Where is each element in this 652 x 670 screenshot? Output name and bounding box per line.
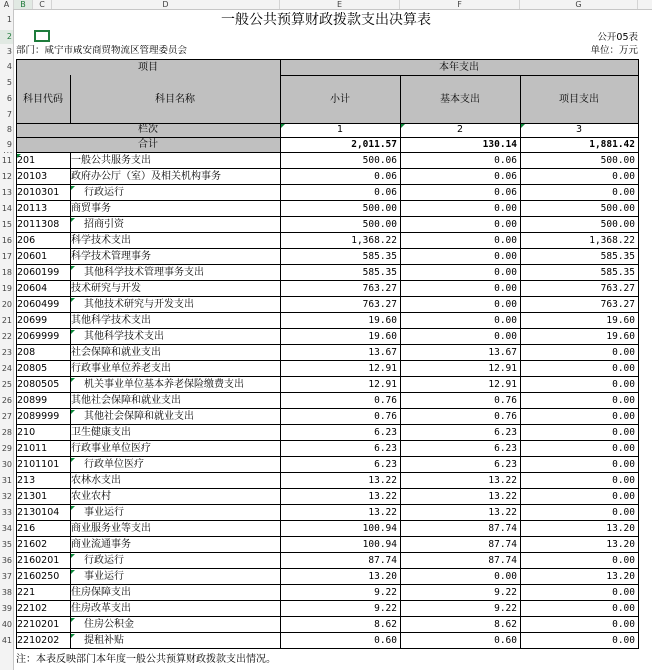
row-header[interactable]: 3 bbox=[6, 47, 12, 56]
grid-line bbox=[16, 123, 639, 124]
cell-code[interactable]: 21011 bbox=[17, 443, 48, 454]
cell-name[interactable]: 政府办公厅（室）及相关机构事务 bbox=[71, 171, 221, 182]
grid-line bbox=[16, 568, 639, 569]
cell-name[interactable]: 其他科学技术支出 bbox=[84, 331, 164, 342]
grid-line bbox=[16, 584, 639, 585]
cell-project[interactable]: 0.00 bbox=[612, 411, 635, 422]
cell-subtotal[interactable]: 763.27 bbox=[362, 299, 397, 310]
cell-subtotal[interactable]: 9.22 bbox=[374, 587, 397, 598]
department-label[interactable]: 部门：咸宁市咸安商贸物流区管理委员会 bbox=[16, 45, 188, 56]
cell-project[interactable]: 0.00 bbox=[612, 347, 635, 358]
cell-basic[interactable]: 9.22 bbox=[494, 587, 517, 598]
cell-basic[interactable]: 9.22 bbox=[494, 603, 517, 614]
cell-project[interactable]: 763.27 bbox=[600, 299, 635, 310]
row-header[interactable]: 34 bbox=[1, 524, 12, 533]
cell-name[interactable]: 商业流通事务 bbox=[71, 539, 131, 550]
cell-indicator bbox=[521, 124, 525, 128]
cell-subtotal[interactable]: 12.91 bbox=[368, 379, 397, 390]
cell-name[interactable]: 农业农村 bbox=[71, 491, 111, 502]
row-header[interactable]: 5 bbox=[6, 78, 12, 87]
grid-line bbox=[16, 456, 639, 457]
cell-subtotal[interactable]: 500.06 bbox=[362, 155, 397, 166]
row-header[interactable]: 17 bbox=[1, 252, 12, 261]
cell-project[interactable]: 0.00 bbox=[612, 587, 635, 598]
cell-indicator bbox=[71, 458, 75, 462]
row-header[interactable]: 24 bbox=[1, 364, 12, 373]
cell-name[interactable]: 商业服务业等支出 bbox=[71, 523, 151, 534]
cell-basic[interactable]: 0.06 bbox=[494, 187, 517, 198]
order-3[interactable]: 3 bbox=[575, 124, 583, 135]
column-header-bar[interactable] bbox=[0, 0, 652, 10]
row-header[interactable]: 25 bbox=[1, 380, 12, 389]
cell-basic[interactable]: 0.00 bbox=[494, 203, 517, 214]
grid-line bbox=[16, 504, 639, 505]
row-header[interactable]: 7 bbox=[6, 110, 12, 119]
cell-indicator bbox=[71, 506, 75, 510]
cell-basic[interactable]: 6.23 bbox=[494, 459, 517, 470]
column-header-d[interactable]: D bbox=[52, 0, 280, 9]
cell-project[interactable]: 763.27 bbox=[600, 283, 635, 294]
header-project[interactable]: 项目支出 bbox=[520, 76, 638, 123]
cell-code[interactable]: 2089999 bbox=[17, 411, 60, 422]
grid-line bbox=[16, 264, 639, 265]
grid-line bbox=[16, 137, 639, 138]
cell-code[interactable]: 20113 bbox=[17, 203, 48, 214]
row-header[interactable]: 29 bbox=[1, 444, 12, 453]
cell-code[interactable]: 201 bbox=[17, 155, 36, 166]
cell-project[interactable]: 0.00 bbox=[612, 427, 635, 438]
cell-indicator bbox=[71, 330, 75, 334]
cell-indicator bbox=[71, 266, 75, 270]
order-label[interactable]: 栏次 bbox=[16, 123, 280, 137]
cell-basic[interactable]: 0.00 bbox=[494, 299, 517, 310]
cell-basic[interactable]: 13.22 bbox=[488, 491, 517, 502]
row-header[interactable]: 28 bbox=[1, 428, 12, 437]
cell-indicator bbox=[71, 298, 75, 302]
grid-line bbox=[16, 392, 639, 393]
cell-subtotal[interactable]: 13.22 bbox=[368, 507, 397, 518]
cell-subtotal[interactable]: 13.22 bbox=[368, 491, 397, 502]
cell-code[interactable]: 21602 bbox=[17, 539, 48, 550]
column-header-f[interactable]: F bbox=[400, 0, 520, 9]
row-header[interactable]: 35 bbox=[1, 540, 12, 549]
cell-subtotal[interactable]: 8.62 bbox=[374, 619, 397, 630]
cell-name[interactable]: 事业运行 bbox=[84, 507, 124, 518]
report-title[interactable]: 一般公共预算财政拨款支出决算表 bbox=[221, 12, 431, 28]
cell-name[interactable]: 机关事业单位基本养老保险缴费支出 bbox=[84, 379, 244, 390]
cell-code[interactable]: 20699 bbox=[17, 315, 48, 326]
row-header[interactable]: 36 bbox=[1, 556, 12, 565]
grid-line bbox=[16, 59, 639, 60]
cell-project[interactable]: 0.00 bbox=[612, 379, 635, 390]
cell-name[interactable]: 事业运行 bbox=[84, 571, 124, 582]
cell-name[interactable]: 住房公积金 bbox=[84, 619, 134, 630]
cell-basic[interactable]: 87.74 bbox=[488, 555, 517, 566]
grid-line bbox=[16, 552, 639, 553]
cell-project[interactable]: 19.60 bbox=[606, 315, 635, 326]
row-header[interactable]: 32 bbox=[1, 492, 12, 501]
row-header[interactable]: 37 bbox=[1, 572, 12, 581]
cell-basic[interactable]: 13.22 bbox=[488, 507, 517, 518]
cell-subtotal[interactable]: 6.23 bbox=[374, 459, 397, 470]
header-name[interactable]: 科目名称 bbox=[70, 76, 280, 123]
cell-subtotal[interactable]: 1,368.22 bbox=[351, 235, 397, 246]
grid-line bbox=[16, 488, 639, 489]
cell-basic[interactable]: 0.76 bbox=[494, 411, 517, 422]
cell-name[interactable]: 其他科学技术管理事务支出 bbox=[84, 267, 204, 278]
total-label[interactable]: 合计 bbox=[16, 137, 280, 152]
cell-project[interactable]: 500.00 bbox=[600, 203, 635, 214]
grid-line bbox=[16, 632, 639, 633]
row-header[interactable]: 27 bbox=[1, 412, 12, 421]
cell-subtotal[interactable]: 13.67 bbox=[368, 347, 397, 358]
grid-line bbox=[16, 152, 639, 153]
grid-line bbox=[16, 232, 639, 233]
cell-basic[interactable]: 8.62 bbox=[494, 619, 517, 630]
cell-code[interactable]: 210 bbox=[17, 427, 36, 438]
cell-project[interactable]: 0.00 bbox=[612, 555, 635, 566]
cell-basic[interactable]: 13.67 bbox=[488, 347, 517, 358]
row-header[interactable]: 6 bbox=[6, 94, 12, 103]
cell-project[interactable]: 0.00 bbox=[612, 395, 635, 406]
cell-basic[interactable]: 0.00 bbox=[494, 283, 517, 294]
cell-name[interactable]: 其他社会保障和就业支出 bbox=[71, 395, 181, 406]
row-header[interactable]: 16 bbox=[1, 236, 12, 245]
cell-basic[interactable]: 0.00 bbox=[494, 315, 517, 326]
grid-line bbox=[16, 408, 639, 409]
grid-line bbox=[16, 296, 639, 297]
row-header[interactable]: 12 bbox=[1, 172, 12, 181]
grid-line bbox=[16, 472, 639, 473]
total-basic[interactable]: 130.14 bbox=[482, 139, 517, 150]
selected-cell-b2[interactable] bbox=[34, 30, 50, 42]
cell-code[interactable]: 2160250 bbox=[17, 571, 60, 582]
cell-subtotal[interactable]: 0.60 bbox=[374, 635, 397, 646]
cell-name[interactable]: 社会保障和就业支出 bbox=[71, 347, 161, 358]
row-header[interactable]: 31 bbox=[1, 476, 12, 485]
row-header[interactable]: 21 bbox=[1, 316, 12, 325]
cell-code[interactable]: 2010301 bbox=[17, 187, 60, 198]
grid-line bbox=[16, 248, 639, 249]
cell-basic[interactable]: 6.23 bbox=[494, 427, 517, 438]
cell-project[interactable]: 0.00 bbox=[612, 619, 635, 630]
cell-subtotal[interactable]: 0.76 bbox=[374, 411, 397, 422]
cell-name[interactable]: 科学技术管理事务 bbox=[71, 251, 151, 262]
cell-indicator bbox=[401, 124, 405, 128]
cell-indicator bbox=[17, 154, 21, 158]
cell-basic[interactable]: 0.00 bbox=[494, 235, 517, 246]
cell-code[interactable]: 22102 bbox=[17, 603, 48, 614]
unit-label[interactable]: 单位：万元 bbox=[590, 45, 638, 56]
cell-project[interactable]: 0.00 bbox=[612, 171, 635, 182]
cell-project[interactable]: 0.00 bbox=[612, 603, 635, 614]
cell-name[interactable]: 住房保障支出 bbox=[71, 587, 131, 598]
cell-indicator bbox=[71, 410, 75, 414]
cell-basic[interactable]: 0.06 bbox=[494, 155, 517, 166]
cell-code[interactable]: 20604 bbox=[17, 283, 48, 294]
cell-project[interactable]: 0.00 bbox=[612, 475, 635, 486]
cell-subtotal[interactable]: 13.22 bbox=[368, 475, 397, 486]
cell-subtotal[interactable]: 585.35 bbox=[362, 251, 397, 262]
row-header[interactable]: 14 bbox=[1, 204, 12, 213]
cell-code[interactable]: 20899 bbox=[17, 395, 48, 406]
cell-project[interactable]: 0.00 bbox=[612, 491, 635, 502]
cell-code[interactable]: 21301 bbox=[17, 491, 48, 502]
total-project[interactable]: 1,881.42 bbox=[589, 139, 635, 150]
column-header-a[interactable]: A bbox=[0, 0, 14, 9]
cell-project[interactable]: 0.00 bbox=[612, 443, 635, 454]
cell-project[interactable]: 0.00 bbox=[612, 507, 635, 518]
cell-basic[interactable]: 87.74 bbox=[488, 539, 517, 550]
cell-code[interactable]: 2011308 bbox=[17, 219, 60, 230]
cell-project[interactable]: 13.20 bbox=[606, 539, 635, 550]
cell-basic[interactable]: 0.06 bbox=[494, 171, 517, 182]
cell-code[interactable]: 2130104 bbox=[17, 507, 60, 518]
cell-name[interactable]: 招商引资 bbox=[84, 219, 124, 230]
grid-line bbox=[16, 312, 639, 313]
cell-code[interactable]: 20601 bbox=[17, 251, 48, 262]
row-header[interactable]: 22 bbox=[1, 332, 12, 341]
cell-subtotal[interactable]: 19.60 bbox=[368, 331, 397, 342]
row-header[interactable]: 1 bbox=[6, 15, 12, 24]
cell-basic[interactable]: 0.76 bbox=[494, 395, 517, 406]
column-header-e[interactable]: E bbox=[280, 0, 400, 9]
cell-subtotal[interactable]: 500.00 bbox=[362, 203, 397, 214]
row-header[interactable]: 2 bbox=[0, 30, 13, 44]
cell-name[interactable]: 行政运行 bbox=[84, 555, 124, 566]
cell-name[interactable]: 商贸事务 bbox=[71, 203, 111, 214]
cell-code[interactable]: 2101101 bbox=[17, 459, 60, 470]
cell-subtotal[interactable]: 585.35 bbox=[362, 267, 397, 278]
cell-code[interactable]: 208 bbox=[17, 347, 36, 358]
cell-subtotal[interactable]: 13.20 bbox=[368, 571, 397, 582]
cell-subtotal[interactable]: 12.91 bbox=[368, 363, 397, 374]
grid-line bbox=[16, 360, 639, 361]
grid-line bbox=[16, 536, 639, 537]
row-header[interactable]: 11 bbox=[1, 156, 12, 165]
order-1[interactable]: 1 bbox=[336, 124, 344, 135]
cell-code[interactable]: 2060199 bbox=[17, 267, 60, 278]
cell-name[interactable]: 行政事业单位医疗 bbox=[71, 443, 151, 454]
row-header[interactable]: 4 bbox=[6, 62, 12, 71]
cell-basic[interactable]: 0.00 bbox=[494, 267, 517, 278]
cell-name[interactable]: 技术研究与开发 bbox=[71, 283, 141, 294]
grid-line bbox=[280, 59, 281, 649]
row-header[interactable]: 38 bbox=[1, 588, 12, 597]
cell-project[interactable]: 500.00 bbox=[600, 219, 635, 230]
row-header[interactable]: 9 bbox=[6, 140, 12, 149]
cell-basic[interactable]: 12.91 bbox=[488, 363, 517, 374]
cell-subtotal[interactable]: 19.60 bbox=[368, 315, 397, 326]
row-header[interactable]: 8 bbox=[6, 125, 12, 134]
grid-line bbox=[638, 59, 639, 649]
cell-indicator bbox=[281, 124, 285, 128]
cell-code[interactable]: 2080505 bbox=[17, 379, 60, 390]
grid-line bbox=[16, 376, 639, 377]
cell-subtotal[interactable]: 87.74 bbox=[368, 555, 397, 566]
grid-line bbox=[70, 75, 71, 124]
grid-line bbox=[16, 280, 639, 281]
cell-indicator bbox=[71, 378, 75, 382]
header-code[interactable]: 科目代码 bbox=[16, 76, 70, 123]
cell-code[interactable]: 206 bbox=[17, 235, 36, 246]
cell-subtotal[interactable]: 6.23 bbox=[374, 427, 397, 438]
grid-line bbox=[16, 424, 639, 425]
grid-line bbox=[520, 75, 521, 649]
cell-code[interactable]: 213 bbox=[17, 475, 36, 486]
cell-name[interactable]: 行政运行 bbox=[84, 187, 124, 198]
cell-basic[interactable]: 12.91 bbox=[488, 379, 517, 390]
cell-subtotal[interactable]: 0.76 bbox=[374, 395, 397, 406]
cell-subtotal[interactable]: 9.22 bbox=[374, 603, 397, 614]
cell-indicator bbox=[71, 634, 75, 638]
cell-project[interactable]: 0.00 bbox=[612, 459, 635, 470]
cell-name[interactable]: 其他技术研究与开发支出 bbox=[84, 299, 194, 310]
cell-project[interactable]: 19.60 bbox=[606, 331, 635, 342]
cell-code[interactable]: 20805 bbox=[17, 363, 48, 374]
cell-indicator bbox=[71, 186, 75, 190]
cell-project[interactable]: 585.35 bbox=[600, 267, 635, 278]
cell-subtotal[interactable]: 763.27 bbox=[362, 283, 397, 294]
cell-project[interactable]: 0.00 bbox=[612, 363, 635, 374]
cell-basic[interactable]: 0.60 bbox=[494, 635, 517, 646]
row-header-bar[interactable] bbox=[0, 9, 14, 670]
cell-name[interactable]: 科学技术支出 bbox=[71, 235, 131, 246]
cell-name[interactable]: 住房改革支出 bbox=[71, 603, 131, 614]
cell-project[interactable]: 585.35 bbox=[600, 251, 635, 262]
cell-basic[interactable]: 0.00 bbox=[494, 219, 517, 230]
cell-subtotal[interactable]: 0.06 bbox=[374, 187, 397, 198]
grid-line bbox=[16, 616, 639, 617]
cell-name[interactable]: 农林水支出 bbox=[71, 475, 121, 486]
cell-indicator bbox=[71, 570, 75, 574]
cell-project[interactable]: 0.00 bbox=[612, 635, 635, 646]
column-header-g[interactable]: G bbox=[520, 0, 638, 9]
grid-line bbox=[16, 200, 639, 201]
cell-code[interactable]: 2160201 bbox=[17, 555, 60, 566]
cell-name[interactable]: 卫生健康支出 bbox=[71, 427, 131, 438]
cell-basic[interactable]: 0.00 bbox=[494, 251, 517, 262]
cell-code[interactable]: 2060499 bbox=[17, 299, 60, 310]
cell-code[interactable]: 221 bbox=[17, 587, 36, 598]
cell-subtotal[interactable]: 0.06 bbox=[374, 171, 397, 182]
cell-name[interactable]: 一般公共服务支出 bbox=[71, 155, 151, 166]
cell-code[interactable]: 2210201 bbox=[17, 619, 60, 630]
cell-indicator bbox=[71, 554, 75, 558]
cell-project[interactable]: 0.00 bbox=[612, 187, 635, 198]
column-header-c[interactable]: C bbox=[33, 0, 52, 9]
header-basic[interactable]: 基本支出 bbox=[400, 76, 520, 123]
row-header[interactable]: 30 bbox=[1, 460, 12, 469]
total-subtotal[interactable]: 2,011.57 bbox=[351, 139, 397, 150]
grid-line bbox=[16, 216, 639, 217]
grid-line bbox=[280, 75, 639, 76]
header-item[interactable]: 项目 bbox=[16, 60, 280, 76]
cell-project[interactable]: 1,368.22 bbox=[589, 235, 635, 246]
cell-basic[interactable]: 13.22 bbox=[488, 475, 517, 486]
cell-name[interactable]: 提租补贴 bbox=[84, 635, 124, 646]
cell-basic[interactable]: 6.23 bbox=[494, 443, 517, 454]
grid-line bbox=[16, 59, 17, 649]
grid-line bbox=[16, 344, 639, 345]
cell-indicator bbox=[71, 618, 75, 622]
cell-basic[interactable]: 0.00 bbox=[494, 571, 517, 582]
row-header[interactable]: 41 bbox=[1, 636, 12, 645]
cell-basic[interactable]: 87.74 bbox=[488, 523, 517, 534]
row-header[interactable]: 15 bbox=[1, 220, 12, 229]
grid-line bbox=[16, 600, 639, 601]
header-subtotal[interactable]: 小计 bbox=[280, 76, 400, 123]
cell-subtotal[interactable]: 100.94 bbox=[362, 523, 397, 534]
table-number[interactable]: 公开05表 bbox=[597, 32, 638, 43]
cell-indicator bbox=[71, 218, 75, 222]
cell-subtotal[interactable]: 500.00 bbox=[362, 219, 397, 230]
row-header[interactable]: 20 bbox=[1, 300, 12, 309]
grid-line bbox=[16, 168, 639, 169]
cell-code[interactable]: 20103 bbox=[17, 171, 48, 182]
grid-line bbox=[16, 440, 639, 441]
column-header-b[interactable]: B bbox=[14, 0, 33, 9]
cell-name[interactable]: 行政事业单位养老支出 bbox=[71, 363, 171, 374]
cell-basic[interactable]: 0.00 bbox=[494, 331, 517, 342]
row-header[interactable]: 39 bbox=[1, 604, 12, 613]
grid-line bbox=[400, 75, 401, 649]
row-header[interactable]: 18 bbox=[1, 268, 12, 277]
row-header[interactable]: 13 bbox=[1, 188, 12, 197]
cell-project[interactable]: 13.20 bbox=[606, 571, 635, 582]
grid-line bbox=[16, 520, 639, 521]
grid-line bbox=[16, 184, 639, 185]
order-2[interactable]: 2 bbox=[456, 124, 464, 135]
header-current-year[interactable]: 本年支出 bbox=[280, 60, 638, 76]
cell-name[interactable]: 其他科学技术支出 bbox=[71, 315, 151, 326]
cell-project[interactable]: 13.20 bbox=[606, 523, 635, 534]
cell-code[interactable]: 216 bbox=[17, 523, 36, 534]
cell-name[interactable]: 行政单位医疗 bbox=[84, 459, 144, 470]
cell-code[interactable]: 2210202 bbox=[17, 635, 60, 646]
cell-subtotal[interactable]: 6.23 bbox=[374, 443, 397, 454]
cell-subtotal[interactable]: 100.94 bbox=[362, 539, 397, 550]
row-header[interactable]: 19 bbox=[1, 284, 12, 293]
row-header[interactable]: 26 bbox=[1, 396, 12, 405]
row-header[interactable]: 40 bbox=[1, 620, 12, 629]
cell-project[interactable]: 500.00 bbox=[600, 155, 635, 166]
cell-name[interactable]: 其他社会保障和就业支出 bbox=[84, 411, 194, 422]
grid-line bbox=[16, 648, 639, 649]
cell-code[interactable]: 2069999 bbox=[17, 331, 60, 342]
grid-line bbox=[16, 328, 639, 329]
row-header[interactable]: 23 bbox=[1, 348, 12, 357]
footer-note[interactable]: 注：本表反映部门本年度一般公共预算财政拨款支出情况。 bbox=[16, 654, 276, 665]
grid-line bbox=[70, 152, 71, 649]
row-header[interactable]: 33 bbox=[1, 508, 12, 517]
